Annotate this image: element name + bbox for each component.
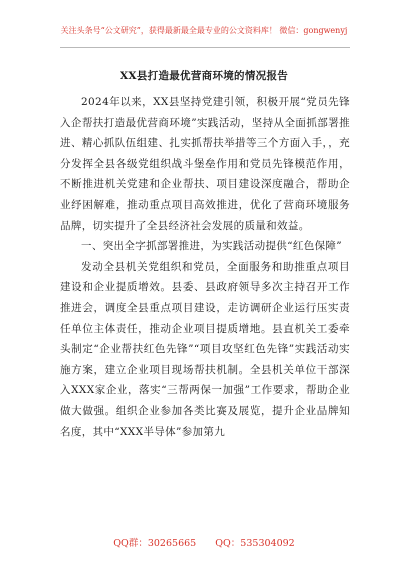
document-body bbox=[60, 92, 350, 442]
header-note: 关注头条号“公文研究”，获得最新最全最专业的公文资料库！ 微信：gongwenyj bbox=[60, 26, 348, 35]
footer-qq-number: QQ：535304092 bbox=[215, 538, 295, 549]
document-title: XX县打造最优营商环境的情况报告 bbox=[119, 70, 289, 82]
paragraph-section-1: 发动全县机关党组织和党员，全面服务和助推重点项目建设和企业提质增效。县委、县政府领导多次主持召开工作推进会，调度全县重点项目建设，走访调研企业运行压实责任单位主体责任，推动企业项目提质增地。县直机关工委牵头制定“企业帮扶红色先锋”“项目攻坚红色先锋”实践活动实施方案，建立企业项目现场帮扶机制。全县机关单位干部深入XXX家企业，落实“三帮两保一加强”工作要求，帮助企业做大做强。组织企业参加各类比赛及展览，提升企业品牌知名度，其中“XXX半导体”参加第九 bbox=[60, 260, 350, 438]
footer-qq-group: QQ群：30265665 bbox=[113, 538, 197, 549]
header-divider bbox=[60, 47, 350, 48]
section-heading: 一、突出全字抓部署推进，为实践活动提供“红色保障” bbox=[81, 240, 342, 253]
paragraph-intro: 2024年以来，XX县坚持党建引领，积极开展“党员先锋入企帮扶打造最优营商环境”实践活动，坚持从全面抓部署推进、精心抓队伍组建、扎实抓帮扶举措等三个方面入手，，充分发挥全县各级党组织战斗堡垒作用和党员先锋模范作用，不断推进机关党建和企业帮扶、项目建设深度融合，帮助企业纾困解难，推动重点项目高效推进，优化了营商环境服务品牌，切实提升了全县经济社会发展的质量和效益。 bbox=[60, 96, 350, 232]
footer-contact bbox=[0, 538, 408, 550]
